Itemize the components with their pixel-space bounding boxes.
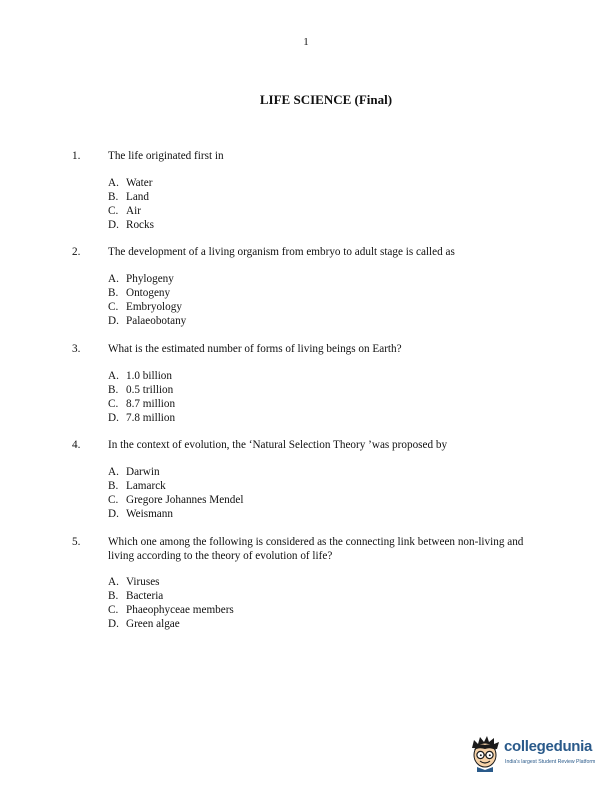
option-b	[108, 383, 175, 397]
document-title: LIFE SCIENCE (Final)	[259, 92, 393, 107]
option-letter: D.	[108, 618, 119, 630]
option-text: 0.5 trillion	[126, 384, 174, 396]
option-letter: A.	[108, 370, 119, 382]
question-number: 5.	[72, 536, 81, 548]
option-text: Bacteria	[126, 590, 164, 602]
option-c	[108, 397, 175, 411]
option-letter: C.	[108, 205, 119, 217]
option-b	[108, 589, 234, 603]
option-c	[108, 300, 186, 314]
options-list	[108, 465, 243, 521]
options-list	[108, 176, 154, 232]
question-text: The development of a living organism from embryo to adult stage is called as	[108, 246, 455, 258]
option-letter: A.	[108, 273, 119, 285]
option-letter: C.	[108, 494, 119, 506]
option-a	[108, 369, 175, 383]
option-letter: C.	[108, 398, 119, 410]
option-text: Weismann	[126, 508, 173, 520]
option-letter: B.	[108, 384, 119, 396]
option-letter: A.	[108, 466, 119, 478]
option-b	[108, 479, 243, 493]
question-number: 2.	[72, 246, 81, 258]
option-text: Ontogeny	[126, 287, 171, 299]
question-text: The life originated first in	[108, 150, 224, 162]
option-d	[108, 507, 243, 521]
logo-tagline: India's largest Student Review Platform	[505, 759, 596, 765]
logo-brand-text: collegedunia	[504, 738, 593, 755]
question-number: 3.	[72, 343, 81, 355]
option-text: Palaeobotany	[126, 315, 187, 327]
option-letter: C.	[108, 301, 119, 313]
option-text: Water	[126, 177, 153, 189]
page-number: 1	[303, 36, 309, 48]
option-letter: D.	[108, 219, 119, 231]
question-number: 1.	[72, 150, 81, 162]
option-a	[108, 176, 154, 190]
option-c	[108, 603, 234, 617]
option-text: Phylogeny	[126, 273, 174, 285]
option-d	[108, 617, 234, 631]
option-letter: B.	[108, 287, 119, 299]
student-face-icon	[468, 734, 502, 772]
option-letter: C.	[108, 604, 119, 616]
option-text: 7.8 million	[126, 412, 176, 424]
option-letter: B.	[108, 590, 119, 602]
options-list	[108, 272, 186, 328]
option-text: Rocks	[126, 219, 154, 231]
option-a	[108, 465, 243, 479]
option-text: Phaeophyceae members	[126, 604, 234, 616]
option-letter: D.	[108, 315, 119, 327]
option-text: Land	[126, 191, 149, 203]
question-text: Which one among the following is considered as the connecting link between non-living and living according to the theory of evolution of life?	[108, 536, 524, 562]
option-letter: D.	[108, 412, 119, 424]
option-text: 1.0 billion	[126, 370, 172, 382]
option-text: Green algae	[126, 618, 180, 630]
option-letter: A.	[108, 177, 119, 189]
option-text: 8.7 million	[126, 398, 176, 410]
question-text: In the context of evolution, the ‘Natural Selection Theory ’was proposed by	[108, 439, 448, 451]
option-a	[108, 272, 186, 286]
option-d	[108, 411, 175, 425]
option-text: Viruses	[126, 576, 160, 588]
option-c	[108, 493, 243, 507]
option-c	[108, 204, 154, 218]
options-list	[108, 575, 234, 631]
option-letter: B.	[108, 191, 119, 203]
options-list	[108, 369, 175, 425]
option-b	[108, 190, 154, 204]
question-number: 4.	[72, 439, 81, 451]
option-text: Lamarck	[126, 480, 166, 492]
option-text: Embryology	[126, 301, 182, 313]
option-text: Gregore Johannes Mendel	[126, 494, 244, 506]
question-text: What is the estimated number of forms of living beings on Earth?	[108, 343, 402, 355]
option-d	[108, 314, 186, 328]
option-letter: B.	[108, 480, 119, 492]
option-d	[108, 218, 154, 232]
option-letter: A.	[108, 576, 119, 588]
option-b	[108, 286, 186, 300]
option-a	[108, 575, 234, 589]
option-text: Darwin	[126, 466, 160, 478]
option-text: Air	[126, 205, 141, 217]
option-letter: D.	[108, 508, 119, 520]
collegedunia-logo	[468, 734, 600, 774]
